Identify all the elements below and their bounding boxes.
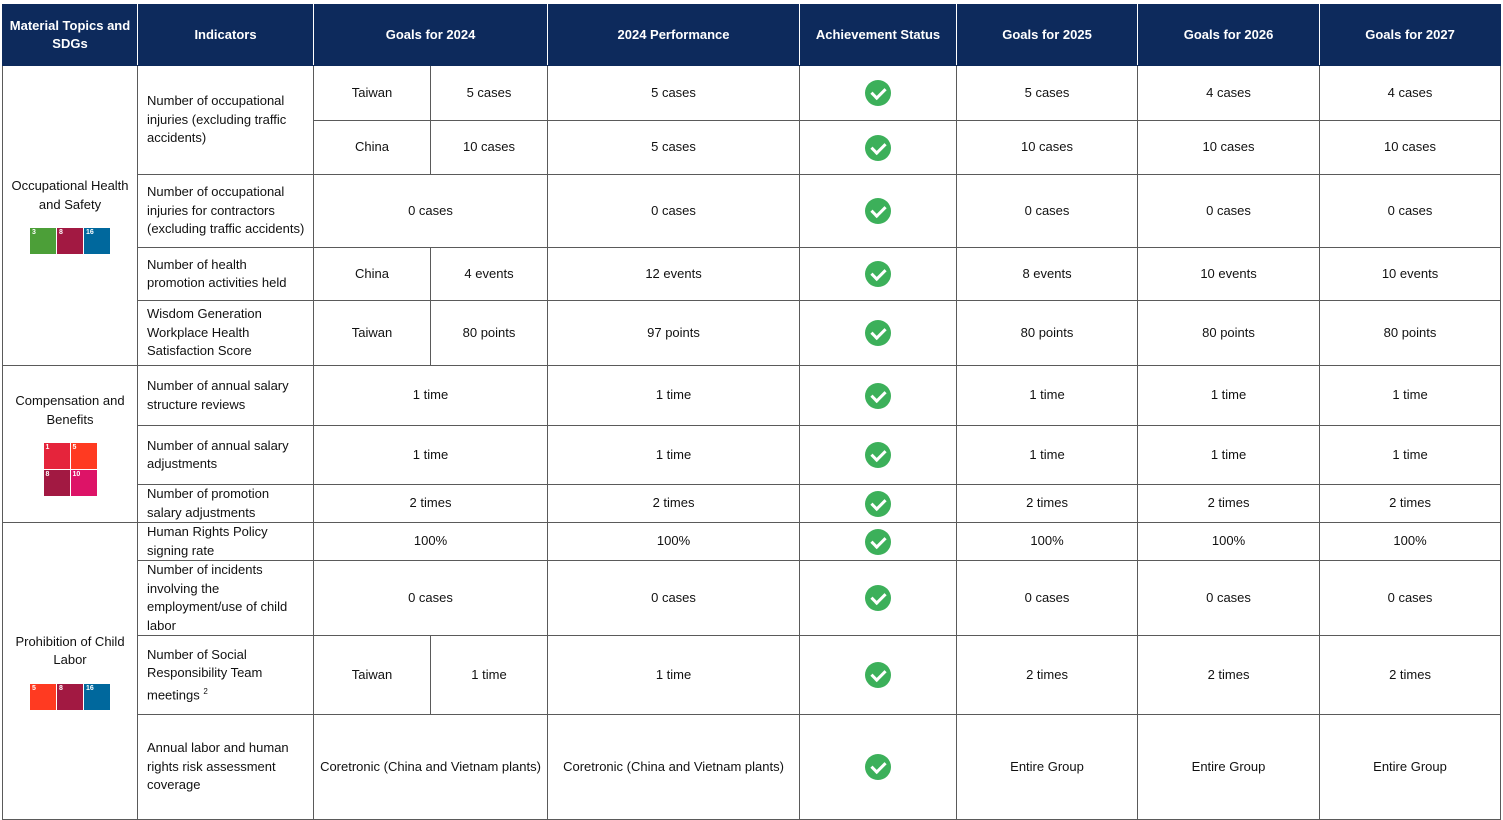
indicator-cell: Number of incidents involving the employment/use of child labor [138,561,314,636]
table-row [3,301,1501,366]
header-goals-2026: Goals for 2026 [1138,5,1320,66]
sdg-icon: 8 [57,228,83,254]
indicator-cell: Wisdom Generation Workplace Health Satisfaction Score [138,301,314,366]
indicator-cell: Number of annual salary structure reviews [138,366,314,426]
header-performance-2024: 2024 Performance [548,5,800,66]
indicator-cell: Number of annual salary adjustments [138,426,314,485]
check-circle-icon [865,662,891,688]
status-cell [800,121,957,175]
check-circle-icon [865,491,891,517]
header-achievement-status: Achievement Status [800,5,957,66]
table-row [3,715,1501,820]
sdg-icon: 5 [71,443,97,469]
goal-2024-cell: 1 time [431,636,548,715]
check-circle-icon [865,80,891,106]
status-cell [800,523,957,561]
table-row [3,66,1501,121]
goal-2026-cell: 0 cases [1138,175,1320,248]
region-cell: Taiwan [314,636,431,715]
goal-2024-cell: 100% [314,523,548,561]
goal-2024-cell: 5 cases [431,66,548,121]
goal-2026-cell: 1 time [1138,426,1320,485]
performance-2024-cell: 97 points [548,301,800,366]
status-cell [800,66,957,121]
goal-2025-cell: 0 cases [957,561,1138,636]
goals-table [2,4,1501,820]
check-circle-icon [865,261,891,287]
performance-2024-cell: 0 cases [548,175,800,248]
sdg-icon: 3 [30,228,56,254]
goal-2027-cell: 1 time [1320,366,1501,426]
goal-2024-cell: 1 time [314,366,548,426]
sdg-icon: 1 [44,443,70,469]
indicator-cell: Number of promotion salary adjustments [138,485,314,523]
header-row [3,5,1501,66]
goal-2025-cell: 2 times [957,485,1138,523]
header-indicators: Indicators [138,5,314,66]
goal-2027-cell: Entire Group [1320,715,1501,820]
goal-2025-cell: 1 time [957,366,1138,426]
goal-2024-cell: 2 times [314,485,548,523]
status-cell [800,561,957,636]
footnote-marker: 2 [203,686,208,696]
goal-2024-cell: 80 points [431,301,548,366]
performance-2024-cell: 0 cases [548,561,800,636]
goal-2025-cell: 1 time [957,426,1138,485]
goal-2026-cell: 2 times [1138,485,1320,523]
topic-name: Compensation and Benefits [15,393,125,427]
goal-2025-cell: 80 points [957,301,1138,366]
sdg-icon: 10 [71,470,97,496]
goal-2026-cell: 4 cases [1138,66,1320,121]
region-cell: China [314,248,431,301]
sdg-icon: 16 [84,684,110,710]
performance-2024-cell: Coretronic (China and Vietnam plants) [548,715,800,820]
performance-2024-cell: 100% [548,523,800,561]
table-row [3,175,1501,248]
status-cell [800,248,957,301]
goal-2026-cell: Entire Group [1138,715,1320,820]
check-circle-icon [865,320,891,346]
indicator-cell: Human Rights Policy signing rate [138,523,314,561]
region-cell: China [314,121,431,175]
goal-2026-cell: 80 points [1138,301,1320,366]
performance-2024-cell: 1 time [548,366,800,426]
goal-2024-cell: 4 events [431,248,548,301]
region-cell: Taiwan [314,66,431,121]
goal-2027-cell: 100% [1320,523,1501,561]
goal-2025-cell: 0 cases [957,175,1138,248]
check-circle-icon [865,442,891,468]
goal-2024-cell: 0 cases [314,561,548,636]
goal-2026-cell: 1 time [1138,366,1320,426]
goal-2025-cell: 2 times [957,636,1138,715]
goal-2027-cell: 0 cases [1320,561,1501,636]
check-circle-icon [865,135,891,161]
goal-2027-cell: 4 cases [1320,66,1501,121]
goal-2027-cell: 1 time [1320,426,1501,485]
indicator-cell: Annual labor and human rights risk assessment coverage [138,715,314,820]
sdg-icons [7,684,133,710]
goal-2026-cell: 2 times [1138,636,1320,715]
topic-cell [3,523,138,820]
sdg-icon: 8 [44,470,70,496]
performance-2024-cell: 12 events [548,248,800,301]
goal-2027-cell: 0 cases [1320,175,1501,248]
status-cell [800,485,957,523]
indicator-cell: Number of occupational injuries (excluding traffic accidents) [138,66,314,175]
sdg-icon: 5 [30,684,56,710]
goal-2025-cell: 100% [957,523,1138,561]
goal-2025-cell: 10 cases [957,121,1138,175]
goal-2024-cell: 10 cases [431,121,548,175]
sdg-icon: 8 [57,684,83,710]
topic-name: Prohibition of Child Labor [15,633,125,667]
topic-name: Occupational Health and Safety [11,178,129,212]
goal-2025-cell: Entire Group [957,715,1138,820]
goal-2024-cell: Coretronic (China and Vietnam plants) [314,715,548,820]
header-goals-2024: Goals for 2024 [314,5,548,66]
table-row [3,485,1501,523]
goal-2024-cell: 1 time [314,426,548,485]
region-cell: Taiwan [314,301,431,366]
check-circle-icon [865,198,891,224]
status-cell [800,636,957,715]
goal-2027-cell: 2 times [1320,636,1501,715]
performance-2024-cell: 1 time [548,636,800,715]
table-row [3,561,1501,636]
header-topics: Material Topics and SDGs [3,5,138,66]
topic-cell [3,366,138,523]
goal-2026-cell: 100% [1138,523,1320,561]
check-circle-icon [865,754,891,780]
goal-2026-cell: 0 cases [1138,561,1320,636]
indicator-text: Number of Social Responsibility Team meetings [147,646,263,702]
goal-2025-cell: 5 cases [957,66,1138,121]
goal-2027-cell: 10 events [1320,248,1501,301]
indicator-cell: Number of health promotion activities held [138,248,314,301]
topic-cell [3,66,138,366]
status-cell [800,301,957,366]
goal-2026-cell: 10 events [1138,248,1320,301]
status-cell [800,715,957,820]
status-cell [800,175,957,248]
table-row [3,636,1501,715]
sdg-icons [7,228,133,254]
goal-2026-cell: 10 cases [1138,121,1320,175]
header-goals-2027: Goals for 2027 [1320,5,1501,66]
check-circle-icon [865,585,891,611]
table-row [3,426,1501,485]
indicator-cell: Number of occupational injuries for contractors (excluding traffic accidents) [138,175,314,248]
status-cell [800,366,957,426]
indicator-cell [138,636,314,715]
status-cell [800,426,957,485]
performance-2024-cell: 1 time [548,426,800,485]
performance-2024-cell: 5 cases [548,66,800,121]
sdg-icon: 16 [84,228,110,254]
goal-2027-cell: 10 cases [1320,121,1501,175]
performance-2024-cell: 2 times [548,485,800,523]
goal-2024-cell: 0 cases [314,175,548,248]
sdg-icons [43,443,98,496]
check-circle-icon [865,383,891,409]
table-row [3,523,1501,561]
goal-2025-cell: 8 events [957,248,1138,301]
goal-2027-cell: 80 points [1320,301,1501,366]
table-row [3,248,1501,301]
table-row [3,366,1501,426]
goal-2027-cell: 2 times [1320,485,1501,523]
header-goals-2025: Goals for 2025 [957,5,1138,66]
performance-2024-cell: 5 cases [548,121,800,175]
check-circle-icon [865,529,891,555]
